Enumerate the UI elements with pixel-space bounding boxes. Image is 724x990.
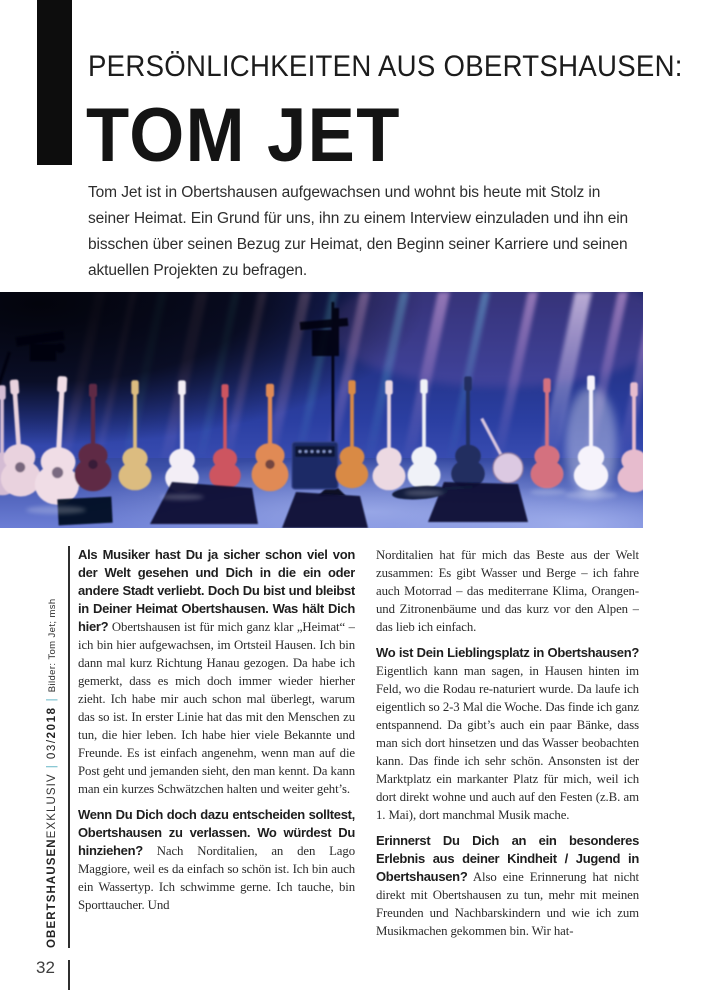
magazine-name-light: EXKLUSIV: [46, 773, 58, 839]
qa-paragraph: [376, 644, 639, 824]
qa-paragraph: [78, 806, 355, 914]
page-number-rule: [68, 960, 70, 990]
answer-text: Eigentlich kann man sagen, in Hausen hinten im Feld, wo die Rodau re-naturiert wurde. Da laufe ich eigentlich so 2-3 Mal die Woche. Das finde ich ganz entspannend. Da gibt’s auch ein paar Bänke, dass man sich dort hinsetzen und das Wasser beobachten kann. Das finde ich sehr schön. Ansonsten ist der Marktplatz ein markanter Platz für mich, weil ich dort direkt wohne und auch auf den Festen (z.B. am 1. Mai), dort manchmal Musik mache.: [376, 664, 639, 822]
article-column-right: [376, 546, 639, 970]
qa-paragraph: [376, 832, 639, 940]
stage-photo: [0, 292, 643, 528]
page-number: 32: [36, 958, 55, 977]
qa-paragraph: [78, 546, 355, 798]
question-text: Wenn Du Dich doch dazu entscheiden solltest, Obertshausen zu verlassen. Wo würdest Du hinziehen?: [78, 807, 355, 858]
magazine-name-bold: OBERTSHAUSEN: [46, 838, 58, 948]
intro-paragraph: Tom Jet ist in Obertshausen aufgewachsen und wohnt bis heute mit Stolz in seiner Heimat. Ein Grund für uns, ihn zu einem Interview einzuladen und ihn ein bisschen über seinen Bezug zur Heimat, den Beginn seiner Karriere und seinen aktuellen Projekten zu befragen.: [88, 184, 629, 279]
answer-text: Nach Norditalien, an den Lago Maggiore, weil es da einfach so schön ist. Ich bin auch ein Wassertyp. Ich schwimme gerne. Ich tauche, bin Sporttaucher. Und: [78, 844, 355, 912]
stage-photo-illustration: [0, 292, 643, 528]
sidebar-divider-2: |: [46, 697, 58, 702]
issue-year: 2018: [46, 706, 58, 739]
page-title: TOM JET: [86, 93, 401, 178]
question-text: Erinnerst Du Dich an ein besonderes Erlebnis aus deiner Kindheit / Jugend in Obertshausen?: [376, 833, 639, 884]
sidebar-divider-1: |: [46, 764, 58, 769]
question-text: Als Musiker hast Du ja sicher schon viel von der Welt gesehen und Dich in die ein oder andere Stadt verliebt. Doch Du bist und bleibst in Deiner Heimat Obertshausen. Was hält Dich hier?: [78, 547, 355, 634]
qa-paragraph: [376, 546, 639, 636]
issue-month: 03/: [46, 738, 58, 760]
black-accent-bar: [37, 0, 72, 165]
photo-credits: Bilder: Tom Jet; msh: [47, 598, 58, 693]
answer-text: Obertshausen ist für mich ganz klar „Heimat“ – ich bin hier aufgewachsen, im Ortsteil Hausen. Ich bin dann mal kurz Richtung Hanau gezogen. Da habe ich gemerkt, dass es mich doch immer wieder hierher zieht. Ich habe mir auch schon mal überlegt, warum das so ist. In erster Linie hat das mit den Menschen zu tun, die hier leben. Ich habe hier viele Bekannte und Freunde. Es ist einfach angenehm, wenn man auf die Post geht und jemanden sieht, den man kennt. Da kann man ein kurzes Schwätzchen halten und weiter geht’s.: [78, 620, 355, 796]
sidebar-vertical-credits: [46, 598, 58, 948]
answer-text: Also eine Erinnerung hat nicht direkt mit Obertshausen zu tun, mehr mit meinen Freunden und Nachbarskindern und wie ich zum Musikmachen gekommen bin. Wir hat-: [376, 870, 639, 938]
kicker-headline: PERSÖNLICHKEITEN AUS OBERTSHAUSEN:: [88, 50, 683, 83]
sidebar-divider-rule: [68, 546, 70, 948]
question-text: Wo ist Dein Lieblingsplatz in Obertshausen?: [376, 645, 639, 660]
article-column-left: [78, 546, 355, 970]
answer-text: Norditalien hat für mich das Beste aus der Welt zusammen: Es gibt Wasser und Berge – ich fahre auch Motorrad – das mediterrane Klima, Orangen- und Zitronenbäume und das kurz vor den Alpen – das lieb ich einfach.: [376, 548, 639, 634]
